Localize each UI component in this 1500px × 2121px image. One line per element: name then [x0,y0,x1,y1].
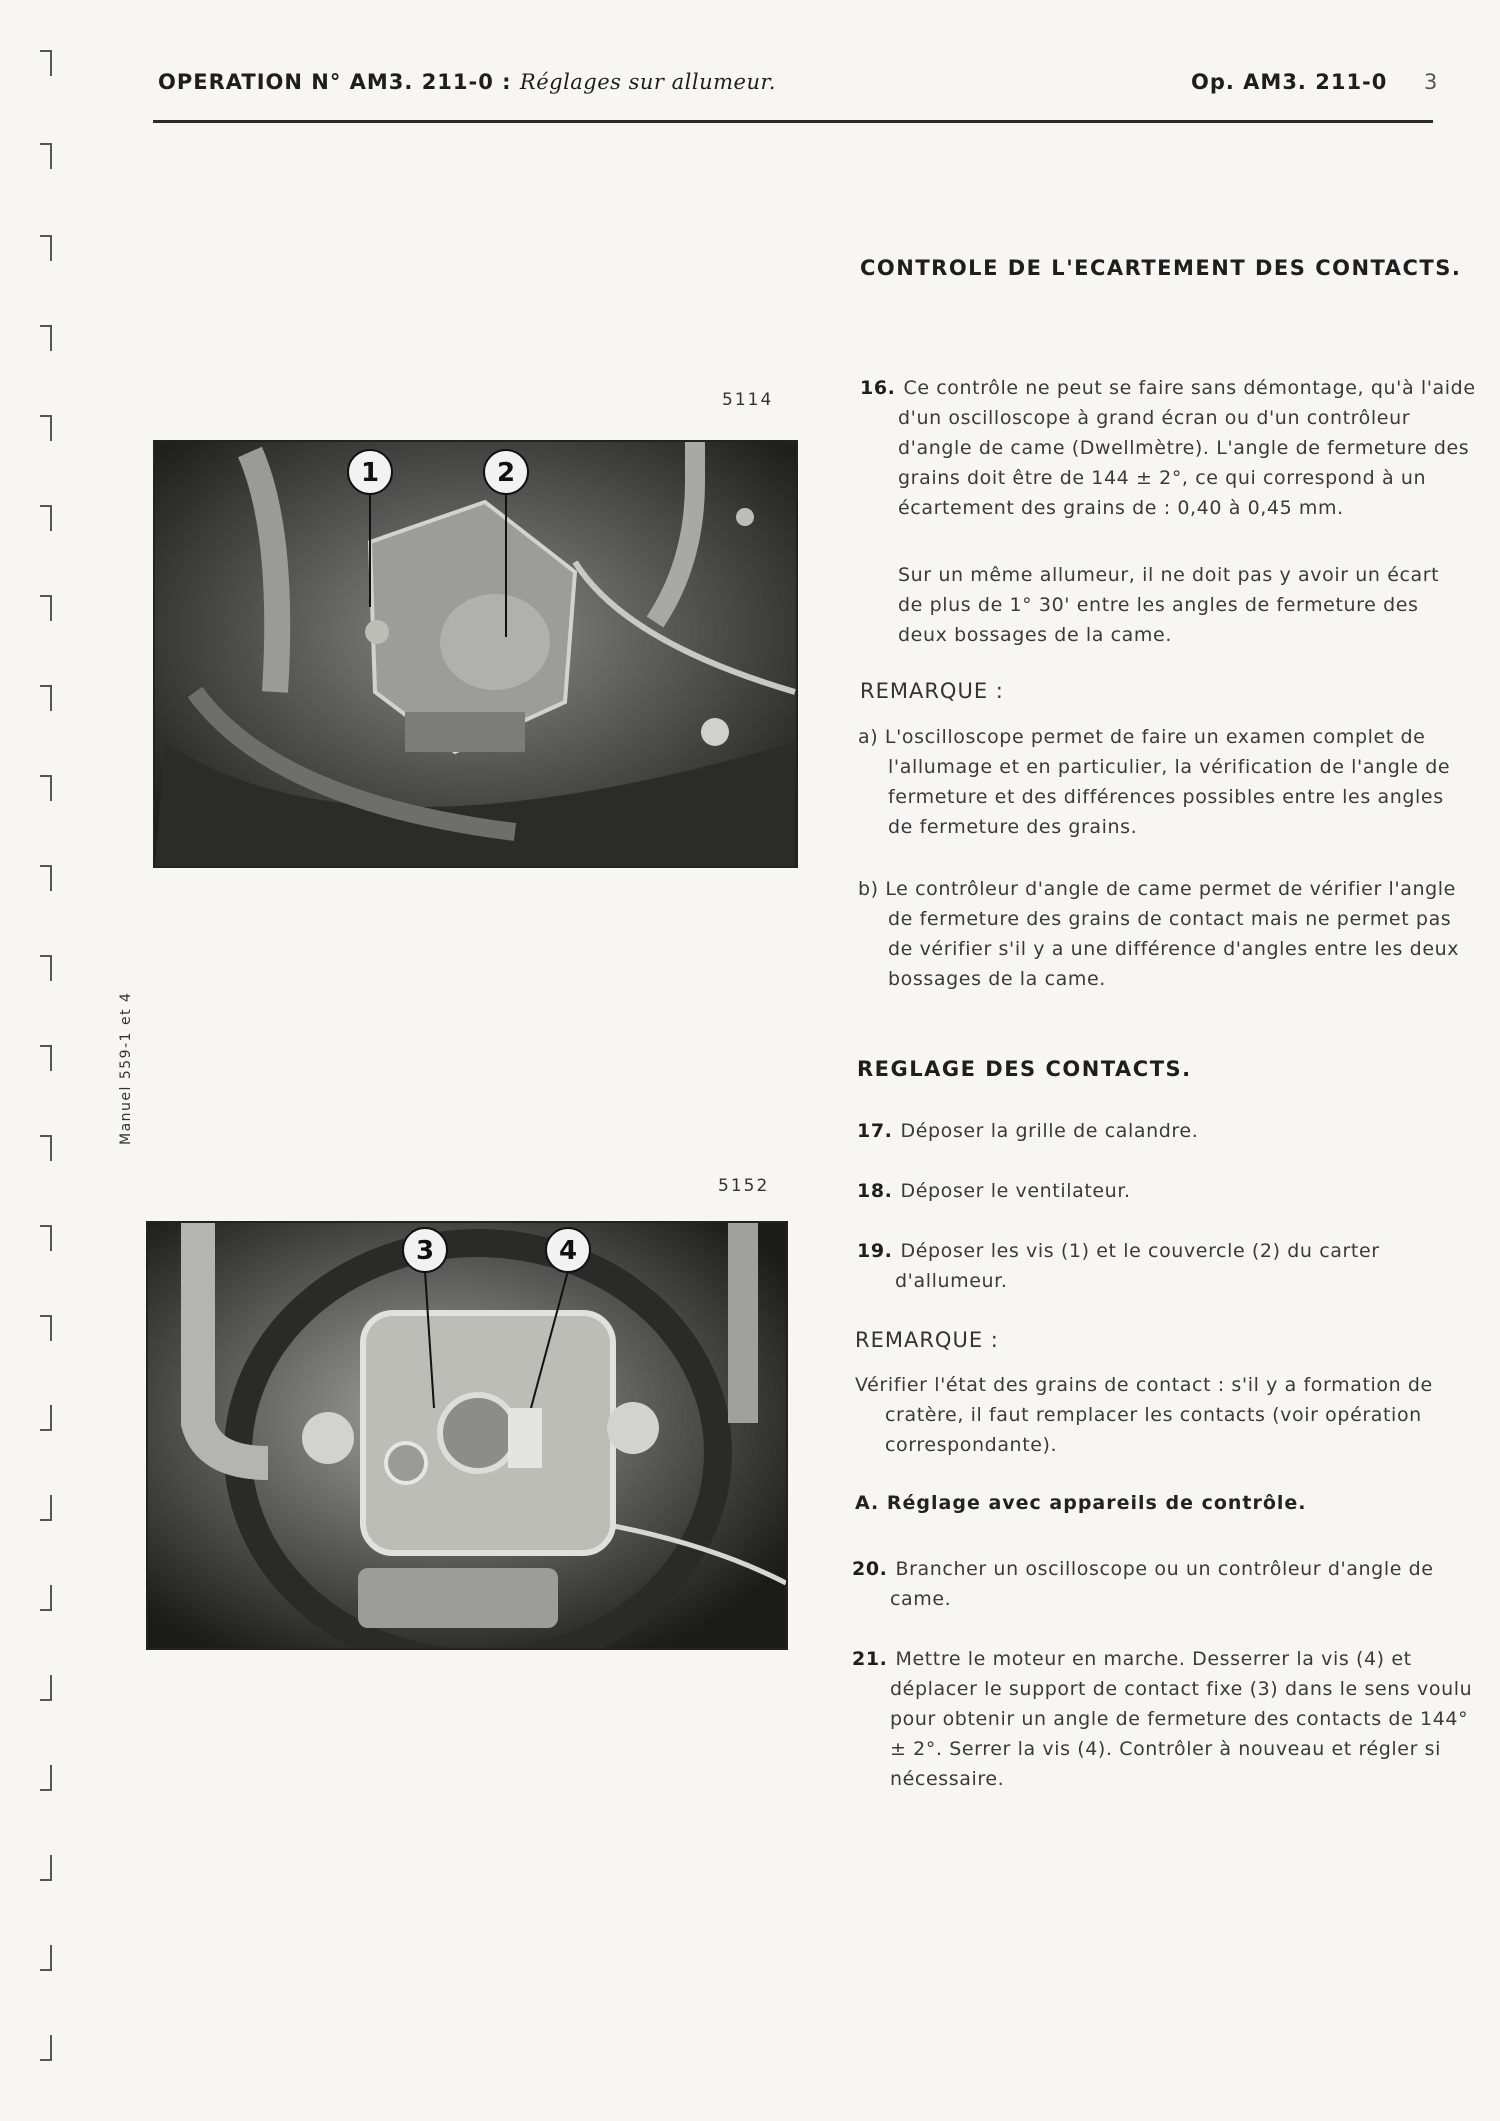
binder-mark [36,50,54,76]
step-16 [860,373,1478,523]
step-18-number: 18. [857,1180,893,1202]
remark-text-2: Vérifier l'état des grains de contact : s'il y a formation de cratère, il faut remplacer les contacts (voir opération correspondante). [855,1374,1433,1456]
binder-mark [36,685,54,711]
step-20 [852,1554,1478,1614]
binder-mark [36,505,54,531]
header-op-ref: Op. AM3. 211-0 [1191,70,1388,94]
step-21 [852,1644,1478,1794]
binder-mark [36,235,54,261]
binder-mark [36,2035,54,2061]
binder-mark [36,1135,54,1161]
step-20-number: 20. [852,1558,888,1580]
header-rule [153,120,1433,123]
photo-contact-breaker-image [148,1223,786,1648]
callout-4: 4 [558,1236,578,1266]
margin-label: Manuel 559-1 et 4 [118,991,134,1145]
binder-mark [36,1225,54,1251]
step-17 [857,1116,1440,1146]
step-21-text: Mettre le moteur en marche. Desserrer la vis (4) et déplacer le support de contact fixe (3) dans le sens voulu pour obtenir un angle de fermeture des contacts de 144° ± 2°. Serrer la vis (4). Contrôler à nouveau et régler si nécessaire. [890,1648,1473,1790]
binder-mark [36,595,54,621]
remark-label-1: REMARQUE : [860,679,1004,703]
step-17-number: 17. [857,1120,893,1142]
photo-distributor-cover [153,440,798,868]
subsection-a: A. Réglage avec appareils de contrôle. [855,1492,1307,1514]
callout-3: 3 [415,1236,435,1266]
step-19-number: 19. [857,1240,893,1262]
header-operation [158,70,776,94]
photo-contact-breaker [146,1221,788,1650]
binder-mark [36,1585,54,1611]
step-16-number: 16. [860,377,896,399]
binder-mark [36,865,54,891]
binder-mark [36,1495,54,1521]
binder-mark [36,1945,54,1971]
header-operation-title: Réglages sur allumeur. [519,70,776,94]
binder-mark [36,775,54,801]
step-21-number: 21. [852,1648,888,1670]
step-18 [857,1176,1440,1206]
binder-mark [36,955,54,981]
binder-mark [36,325,54,351]
binder-mark [36,1045,54,1071]
step-17-text: Déposer la grille de calandre. [900,1120,1199,1142]
photo-number-1: 5114 [722,390,774,410]
step-16-text-2: Sur un même allumeur, il ne doit pas y avoir un écart de plus de 1° 30' entre les angles de fermeture des deux bossages de la came. [898,564,1440,646]
step-18-text: Déposer le ventilateur. [900,1180,1131,1202]
photo-distributor-cover-image [155,442,796,866]
binder-mark [36,1855,54,1881]
photo-number-2: 5152 [718,1176,770,1196]
section-title-reglage: REGLAGE DES CONTACTS. [857,1057,1192,1081]
binder-mark [36,1315,54,1341]
step-19-text: Déposer les vis (1) et le couvercle (2) du carter d'allumeur. [895,1240,1380,1292]
binder-mark [36,1675,54,1701]
binder-mark [36,143,54,169]
step-16-text: Ce contrôle ne peut se faire sans démontage, qu'à l'aide d'un oscilloscope à grand écran ou d'un contrôleur d'angle de came (Dwellmètre). L'angle de fermeture des grains doit être de 144 ± 2°, ce qui correspond à un écartement des grains de : 0,40 à 0,45 mm. [898,377,1476,519]
header-page-number: 3 [1424,70,1439,94]
header-operation-label: OPERATION N° AM3. 211-0 : [158,70,520,94]
binder-mark [36,1405,54,1431]
section-title-controle: CONTROLE DE L'ECARTEMENT DES CONTACTS. [860,256,1462,280]
step-19 [857,1236,1478,1296]
binder-mark [36,415,54,441]
remark-label-2: REMARQUE : [855,1328,999,1352]
binder-mark [36,1765,54,1791]
remark-b: b) Le contrôleur d'angle de came permet de vérifier l'angle de fermeture des grains de contact mais ne permet pas de vérifier s'il y a une différence d'angles entre les deux bossages de la came. [858,878,1460,990]
remark-a: a) L'oscilloscope permet de faire un examen complet de l'allumage et en particulier, la vérification de l'angle de fermeture et des différences possibles entre les angles de fermeture des grains. [858,726,1451,838]
callout-2: 2 [496,458,516,488]
step-20-text: Brancher un oscilloscope ou un contrôleur d'angle de came. [890,1558,1434,1610]
callout-1: 1 [360,458,380,488]
